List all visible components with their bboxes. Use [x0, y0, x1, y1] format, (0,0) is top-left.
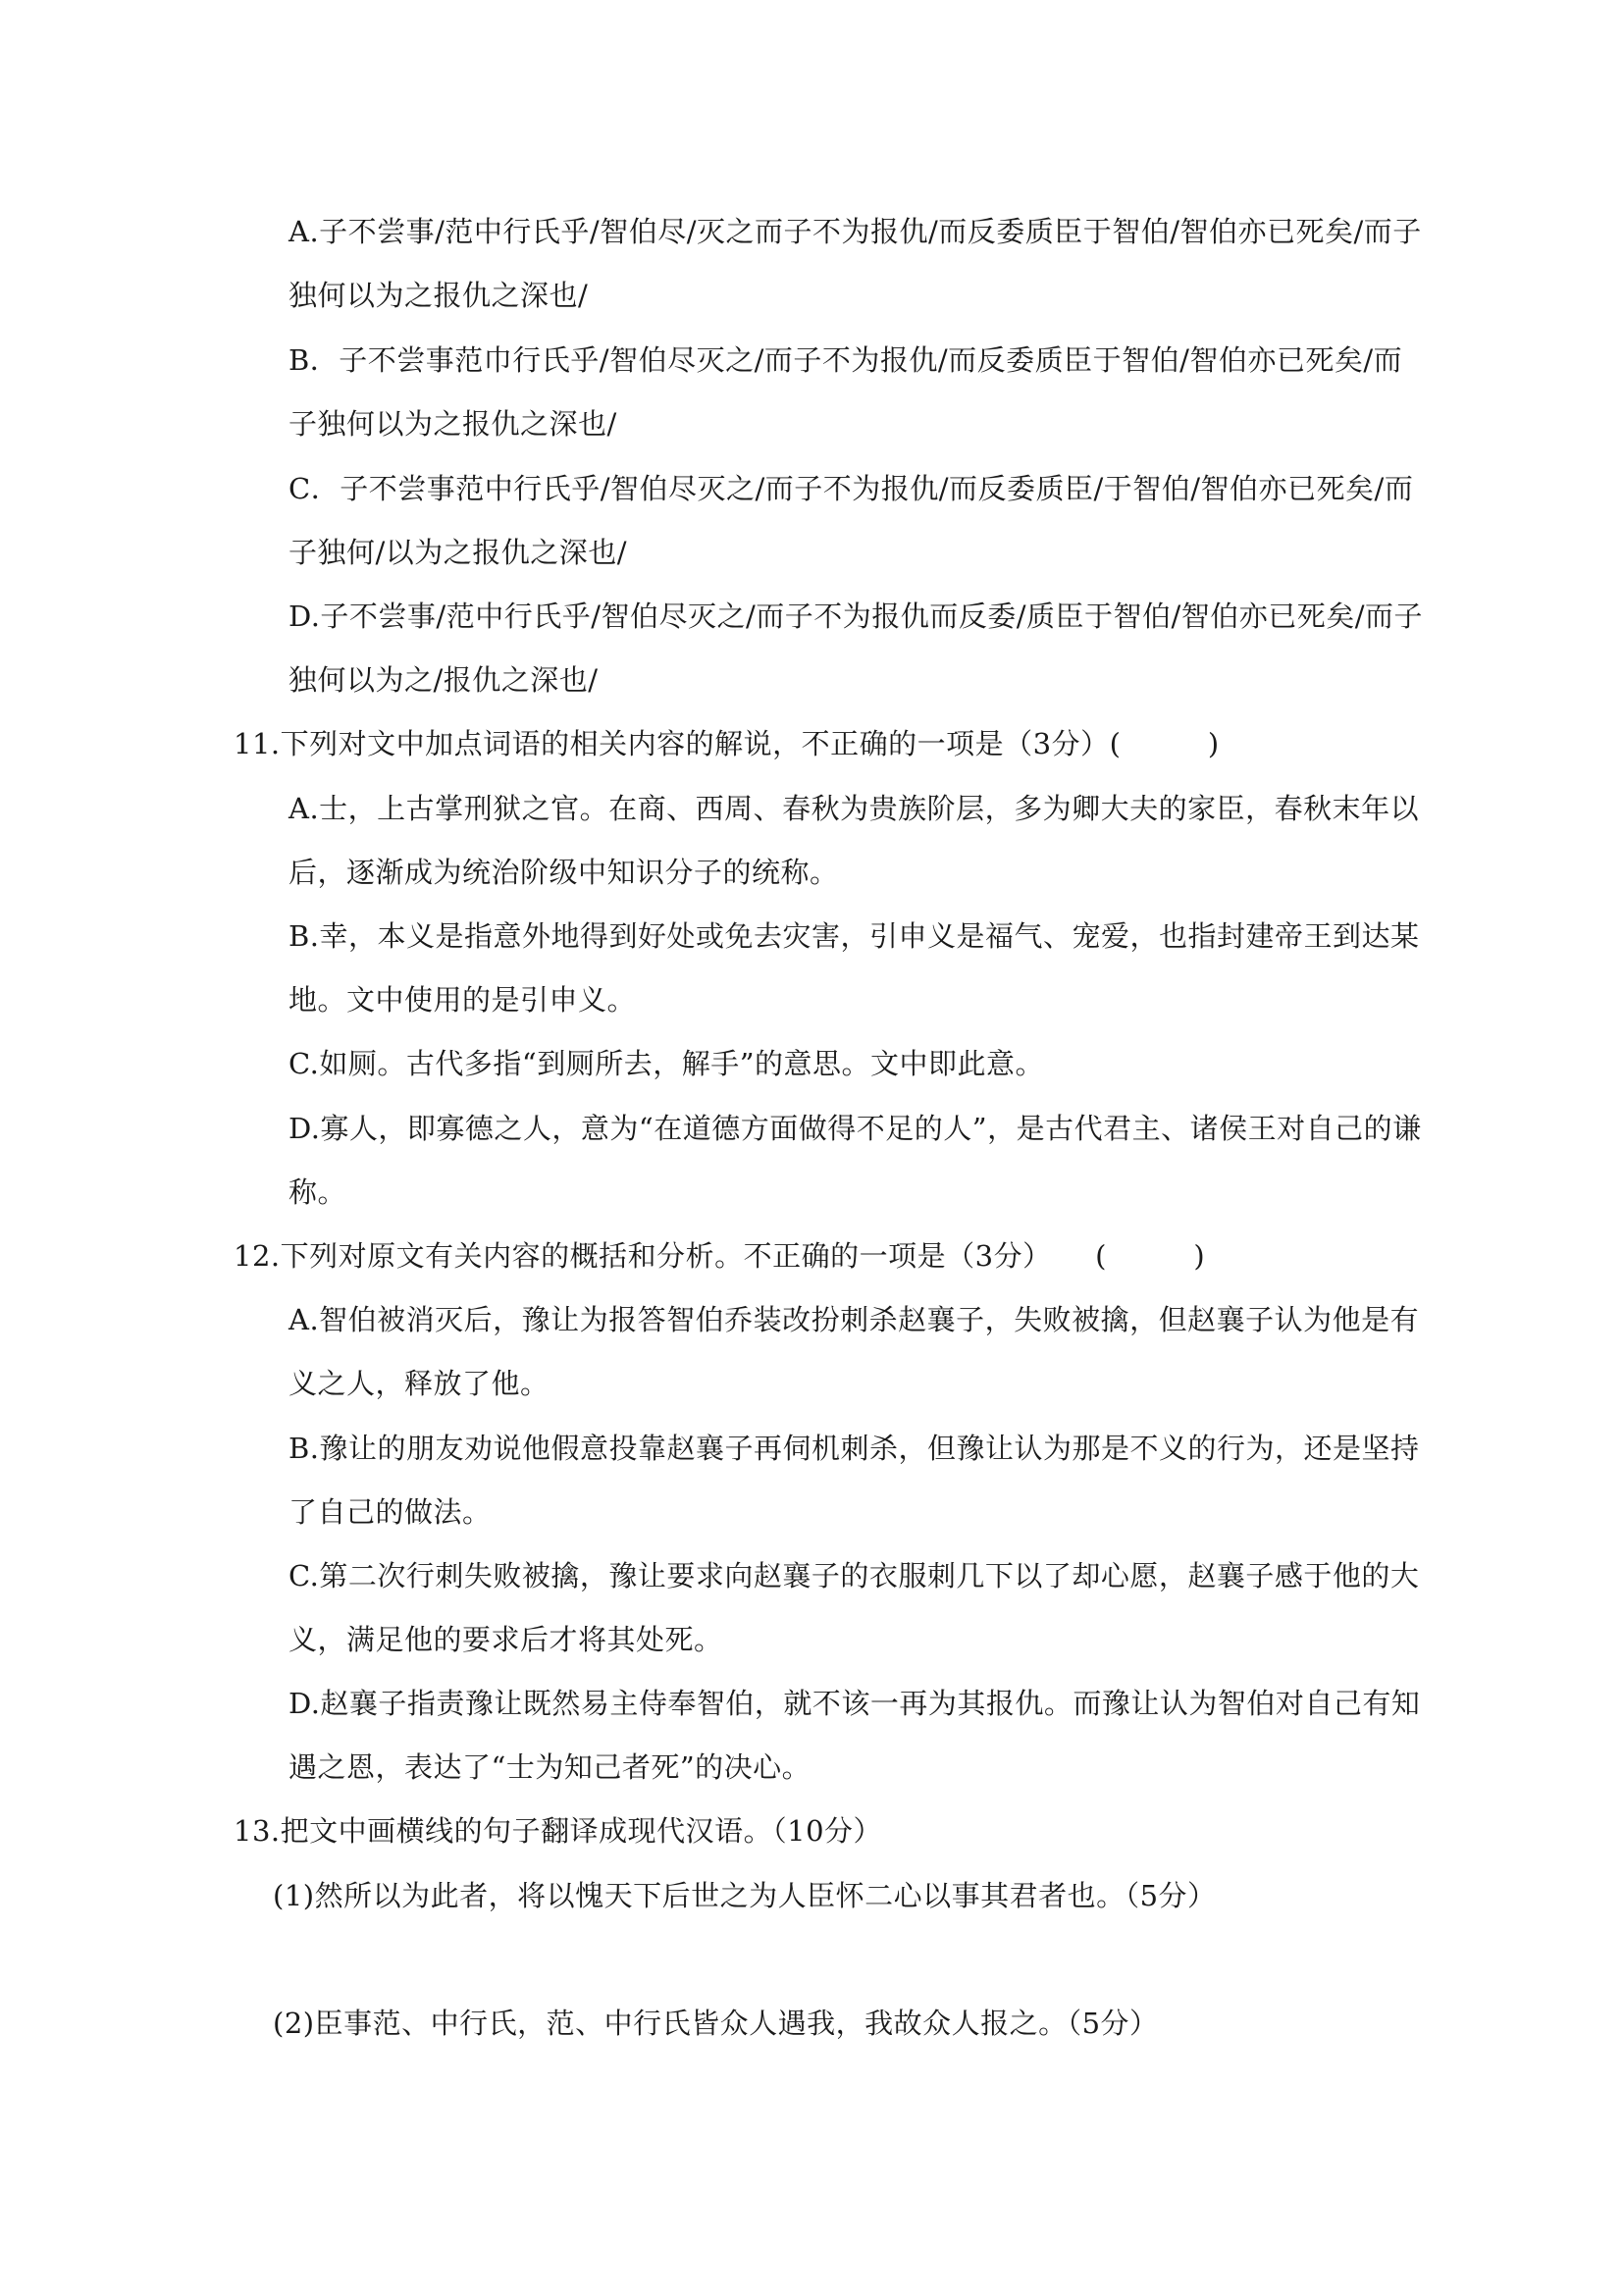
- q13-item-1: (1)然所以为此者，将以愧天下后世之为人臣怀二心以事其君者也。（5分）: [273, 1879, 1217, 1912]
- q10-option-d-line2: 独何以为之/报仇之深也/: [288, 663, 599, 697]
- q11-option-b-line2: 地。文中使用的是引申义。: [288, 983, 637, 1017]
- q13-stem: 13.把文中画横线的句子翻译成现代汉语。（10分）: [234, 1814, 883, 1848]
- q10-option-a-line1: A.子不尝事/范中行氏乎/智伯尽/灭之而子不为报仇/而反委质臣于智伯/智伯亦已死矣/而子: [288, 215, 1422, 248]
- q11-option-a-line1: A.士，上古掌刑狱之官。在商、西周、春秋为贵族阶层，多为卿大夫的家臣，春秋末年以: [288, 792, 1420, 825]
- q11-option-b-line1: B.幸，本义是指意外地得到好处或免去灾害，引申义是福气、宠爱，也指封建帝王到达某: [288, 919, 1420, 953]
- q11-option-c: C.如厕。古代多指“到厕所去，解手”的意思。文中即此意。: [288, 1047, 1045, 1080]
- q10-option-b-line2: 子独何以为之报仇之深也/: [288, 407, 617, 441]
- q12-option-b-line2: 了自己的做法。: [288, 1495, 492, 1529]
- q12-option-c-line2: 义，满足他的要求后才将其处死。: [288, 1623, 723, 1656]
- q12-stem: 12.下列对原文有关内容的概括和分析。不正确的一项是（3分） ( ): [234, 1239, 1206, 1273]
- q10-option-b-line1: B．子不尝事范巾行氏乎/智伯尽灭之/而子不为报仇/而反委质臣于智伯/智伯亦已死矣/而: [288, 343, 1403, 377]
- q11-stem: 11.下列对文中加点词语的相关内容的解说，不正确的一项是（3分）( ): [234, 727, 1220, 760]
- q12-option-c-line1: C.第二次行刺失败被擒，豫让要求向赵襄子的衣服刺几下以了却心愿，赵襄子感于他的大: [288, 1559, 1420, 1592]
- q10-option-a-line2: 独何以为之报仇之深也/: [288, 279, 589, 312]
- q11-option-d-line1: D.寡人，即寡德之人，意为“在道德方面做得不足的人”，是古代君主、诸侯王对自己的谦: [288, 1112, 1422, 1145]
- q11-option-d-line2: 称。: [288, 1175, 347, 1209]
- q11-option-a-line2: 后，逐渐成为统治阶级中知识分子的统称。: [288, 856, 839, 889]
- q12-option-a-line1: A.智伯被消灭后，豫让为报答智伯乔装改扮刺杀赵襄子，失败被擒，但赵襄子认为他是有: [288, 1303, 1420, 1336]
- q10-option-d-line1: D.子不尝事/范中行氏乎/智伯尽灭之/而子不为报仇而反委/质臣于智伯/智伯亦已死矣/而子: [288, 600, 1424, 633]
- q10-option-c-line1: C．子不尝事范中行氏乎/智伯尽灭之/而子不为报仇/而反委质臣/于智伯/智伯亦已死矣/而: [288, 472, 1414, 505]
- q12-option-d-line2: 遇之恩，表达了“士为知己者死”的决心。: [288, 1750, 812, 1784]
- q12-option-a-line2: 义之人，释放了他。: [288, 1367, 550, 1400]
- q13-item-2: (2)臣事范、中行氏，范、中行氏皆众人遇我，我故众人报之。（5分）: [273, 2007, 1159, 2040]
- q12-option-b-line1: B.豫让的朋友劝说他假意投靠赵襄子再伺机刺杀，但豫让认为那是不义的行为，还是坚持: [288, 1432, 1420, 1465]
- q10-option-c-line2: 子独何/以为之报仇之深也/: [288, 536, 628, 569]
- q12-option-d-line1: D.赵襄子指责豫让既然易主侍奉智伯，就不该一再为其报仇。而豫让认为智伯对自己有知: [288, 1687, 1421, 1720]
